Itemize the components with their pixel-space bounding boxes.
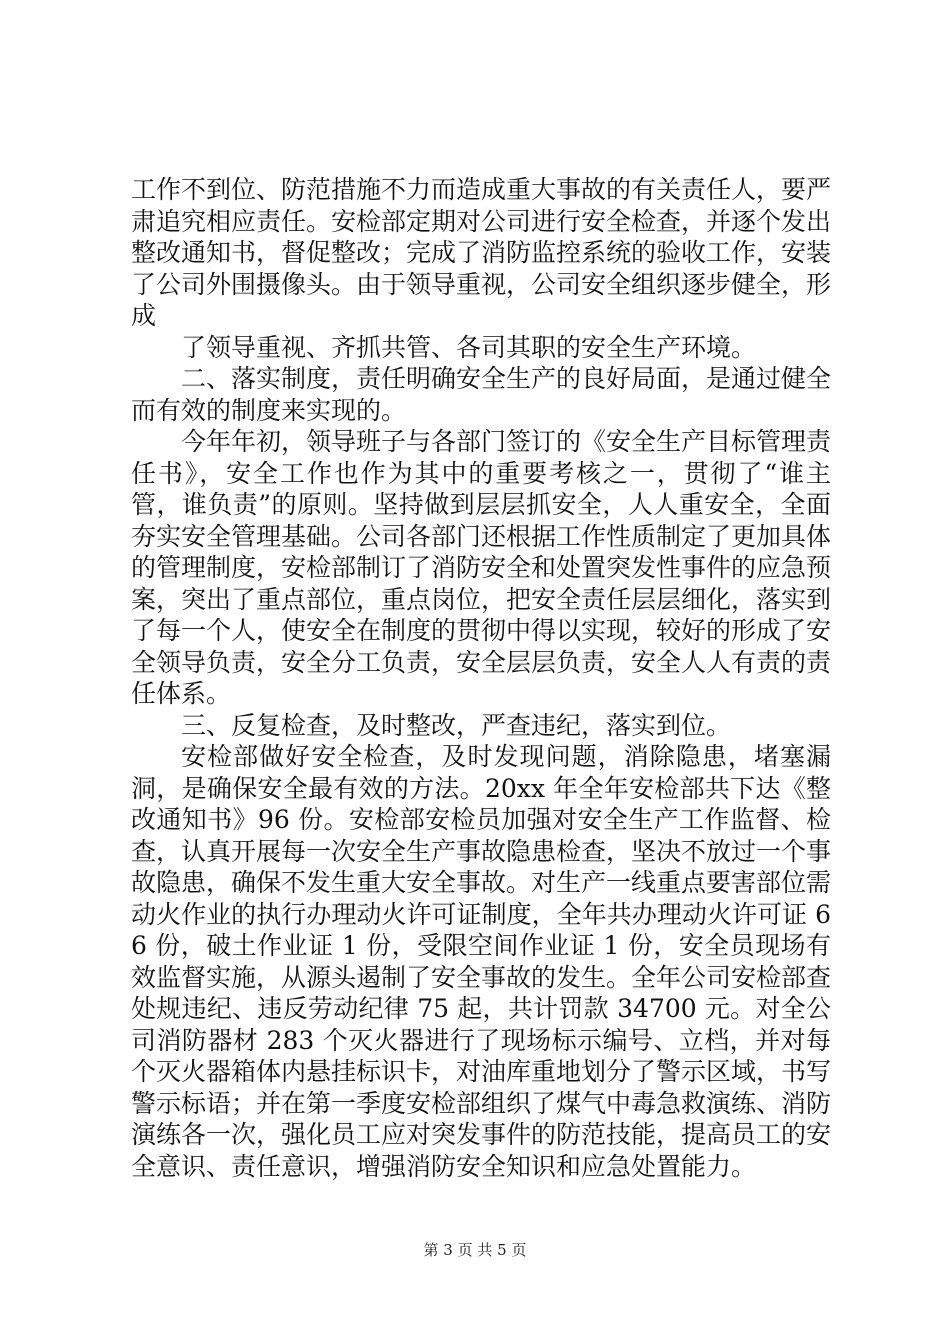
section-heading-3: 三、反复检查，及时整改，严查违纪，落实到位。 — [181, 710, 732, 740]
paragraph-continued: 工作不到位、防范措施不力而造成重大事故的有关责任人，要严肃追究相应责任。安检部定期对公司进行安全检查，并逐个发出整改通知书，督促整改；完成了消防监控系统的验收工作，安装了公司外围摄像头。由于领导重视，公司安全组织逐步健全，形成 — [131, 175, 832, 330]
paragraph-responsibility: 今年年初，领导班子与各部门签订的《安全生产目标管理责任书》，安全工作也作为其中的重要考核之一，贯彻了“谁主管，谁负责”的原则。坚持做到层层抓安全，人人重安全，全面夯实安全管理基础。公司各部门还根据工作性质制定了更加具体的管理制度，安检部制订了消防安全和处置突发性事件的应急预案，突出了重点部位，重点岗位，把安全责任层层细化，落实到了每一个人，使安全在制度的贯彻中得以实现，较好的形成了安全领导负责，安全分工负责，安全层层负责，安全人人有责的责任体系。 — [131, 427, 832, 708]
document-body — [131, 174, 831, 1182]
section-heading-2: 二、落实制度，责任明确安全生产的良好局面，是通过健全而有效的制度来实现的。 — [131, 364, 832, 425]
paragraph-inspection: 安检部做好安全检查，及时发现问题，消除隐患，堵塞漏洞，是确保安全最有效的方法。20xx 年全年安检部共下达《整改通知书》96 份。安检部安检员加强对安全生产工作监督、检查，认真开展每一次安全生产事故隐患检查，坚决不放过一个事故隐患，确保不发生重大安全事故。对生产一线重点要害部位需动火作业的执行办理动火许可证制度，全年共办理动火许可证 66 份，破土作业证 1 份，受限空间作业证 1 份，安全员现场有效监督实施，从源头遏制了安全事故的发生。全年公司安检部查处规违纪、违反劳动纪律 75 起，共计罚款 34700 元。对全公司消防器材 283 个灭火器进行了现场标示编号、立档，并对每个灭火器箱体内悬挂标识卡，对油库重地划分了警示区域，书写警示标语；并在第一季度安检部组织了煤气中毒急救演练、消防演练各一次，强化员工应对突发事件的防范技能，提高员工的安全意识、责任意识，增强消防安全知识和应急处置能力。 — [131, 742, 832, 1181]
paragraph-environment: 了领导重视、齐抓共管、各司其职的安全生产环境。 — [181, 332, 757, 362]
page-footer: 第 3 页 共 5 页 — [423, 1241, 527, 1259]
